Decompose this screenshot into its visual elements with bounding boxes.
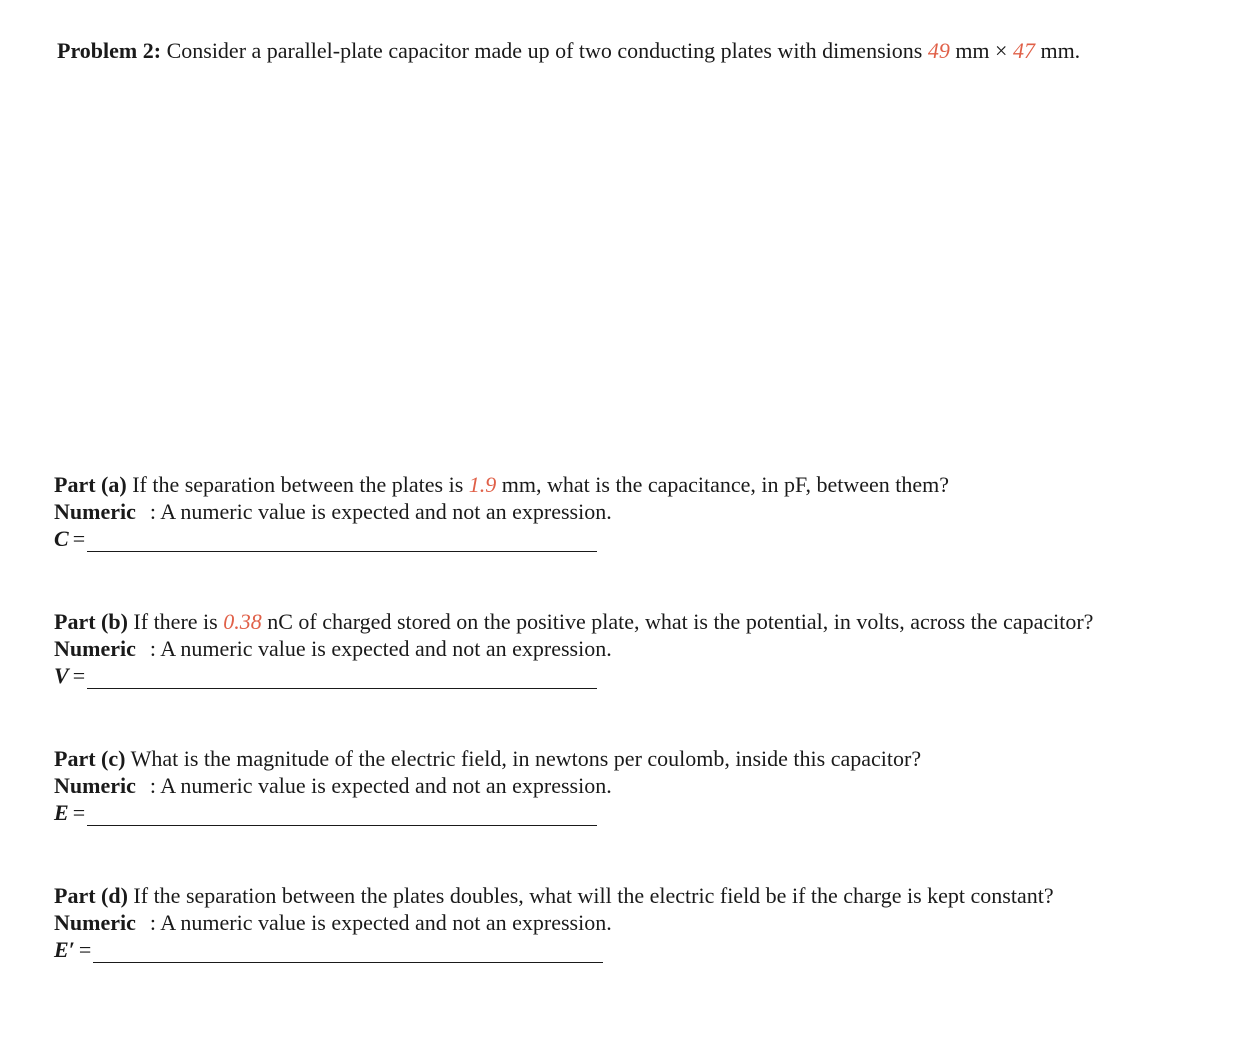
plate-unit-1: mm × bbox=[955, 38, 1008, 63]
charge-value: 0.38 bbox=[223, 609, 262, 634]
part-a-answer-blank[interactable] bbox=[87, 533, 597, 552]
plate-unit-2: mm. bbox=[1040, 38, 1081, 63]
part-c-numeric-note: : A numeric value is expected and not an expression. bbox=[149, 773, 612, 798]
part-a-numeric-label: Numeric bbox=[54, 499, 136, 524]
problem-label: Problem 2: bbox=[57, 38, 162, 63]
part-b-numeric-note: : A numeric value is expected and not an expression. bbox=[149, 636, 612, 661]
part-a-text-before: If the separation between the plates is bbox=[132, 472, 464, 497]
part-a-numeric-note: : A numeric value is expected and not an expression. bbox=[149, 499, 612, 524]
part-d-answer-eq: = bbox=[78, 937, 92, 962]
part-b-answer-eq: = bbox=[72, 663, 86, 688]
part-d-numeric-note: : A numeric value is expected and not an expression. bbox=[149, 910, 612, 935]
part-c-label: Part (c) bbox=[54, 746, 126, 771]
part-d bbox=[54, 882, 1054, 963]
part-a-text-after: mm, what is the capacitance, in pF, between them? bbox=[501, 472, 950, 497]
part-d-answer-var: E′ bbox=[54, 937, 75, 962]
part-b-numeric-label: Numeric bbox=[54, 636, 136, 661]
part-c-answer-row bbox=[54, 799, 921, 826]
part-b-text-before: If there is bbox=[133, 609, 218, 634]
part-b-numeric-line bbox=[54, 635, 1093, 662]
part-c-numeric-label: Numeric bbox=[54, 773, 136, 798]
part-a-answer-row bbox=[54, 525, 949, 552]
part-b-answer-row bbox=[54, 662, 1093, 689]
part-a-answer-var: C bbox=[54, 526, 69, 551]
part-a-question bbox=[54, 471, 949, 498]
part-d-answer-blank[interactable] bbox=[93, 944, 603, 963]
part-c-numeric-line bbox=[54, 772, 921, 799]
part-b-text-after: nC of charged stored on the positive plate, what is the potential, in volts, across the capacitor? bbox=[267, 609, 1094, 634]
part-c-answer-eq: = bbox=[72, 800, 86, 825]
problem-statement bbox=[57, 38, 1080, 64]
part-b-question bbox=[54, 608, 1093, 635]
problem-text: Consider a parallel-plate capacitor made up of two conducting plates with dimensions bbox=[166, 38, 923, 63]
part-b-answer-var: V bbox=[54, 663, 69, 688]
part-c bbox=[54, 745, 921, 826]
part-d-answer-row bbox=[54, 936, 1054, 963]
part-d-numeric-line bbox=[54, 909, 1054, 936]
part-b-label: Part (b) bbox=[54, 609, 128, 634]
plate-dimension-1: 49 bbox=[927, 38, 950, 63]
part-d-numeric-label: Numeric bbox=[54, 910, 136, 935]
part-d-text: If the separation between the plates doubles, what will the electric field be if the charge is kept constant? bbox=[133, 883, 1054, 908]
part-c-text: What is the magnitude of the electric field, in newtons per coulomb, inside this capacitor? bbox=[130, 746, 922, 771]
part-a bbox=[54, 471, 949, 552]
part-d-label: Part (d) bbox=[54, 883, 128, 908]
part-c-question bbox=[54, 745, 921, 772]
part-b-answer-blank[interactable] bbox=[87, 670, 597, 689]
part-b bbox=[54, 608, 1093, 689]
part-a-label: Part (a) bbox=[54, 472, 127, 497]
plate-separation-value: 1.9 bbox=[468, 472, 497, 497]
part-d-question bbox=[54, 882, 1054, 909]
plate-dimension-2: 47 bbox=[1012, 38, 1035, 63]
part-a-numeric-line bbox=[54, 498, 949, 525]
part-c-answer-blank[interactable] bbox=[87, 807, 597, 826]
part-c-answer-var: E bbox=[54, 800, 69, 825]
part-a-answer-eq: = bbox=[72, 526, 86, 551]
